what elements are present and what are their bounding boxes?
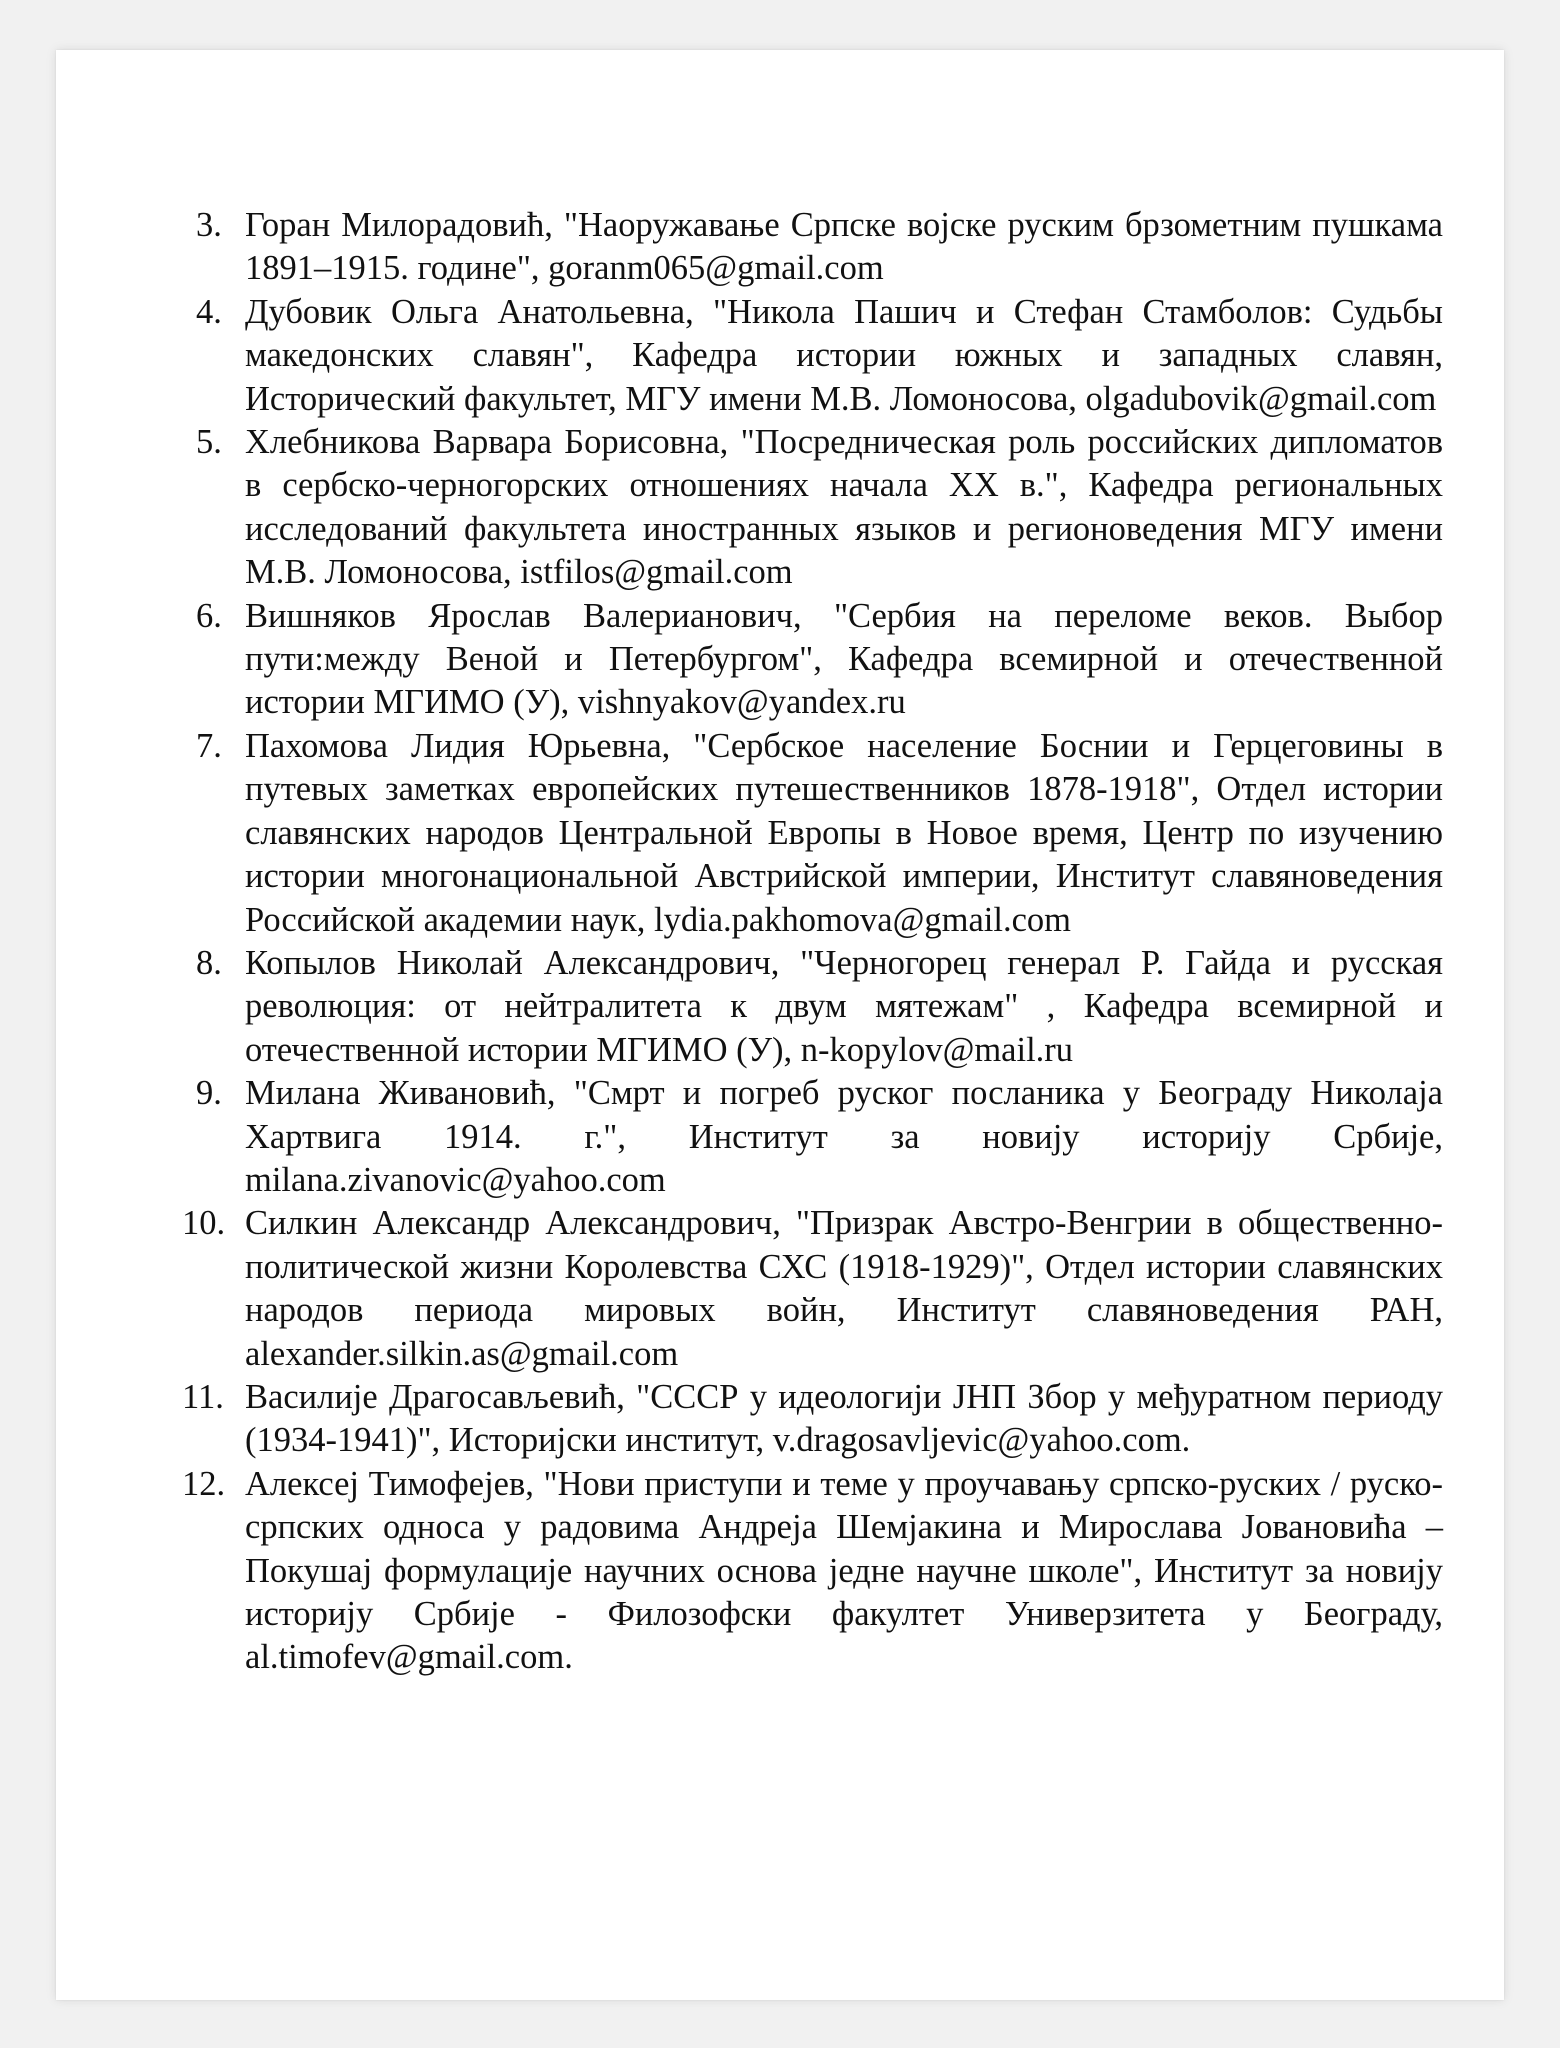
item-number: 12. bbox=[182, 1464, 226, 1503]
list-item bbox=[196, 1072, 1443, 1202]
item-number: 5. bbox=[196, 423, 222, 462]
list-item bbox=[196, 725, 1443, 942]
document-page bbox=[56, 50, 1504, 2000]
item-number: 7. bbox=[196, 726, 222, 765]
item-number: 3. bbox=[196, 206, 222, 244]
item-text: Хлебникова Варвара Борисовна, "Посредническая роль российских дипломатов в сербско-черногорских отношениях начала XX в.", Кафедра региональных исследований факультета иностранных языков и регионоведения МГУ имени М.В. Ломоносова, istfilos@gmail.com bbox=[245, 423, 1443, 592]
item-text: Вишняков Ярослав Валерианович, "Сербия на переломе веков. Выбор пути:между Веной и Петербургом", Кафедра всемирной и отечественной истории МГИМО (У), vishnyakov@yandex.ru bbox=[245, 596, 1443, 722]
list-item bbox=[196, 204, 1443, 291]
list-item bbox=[182, 1376, 1443, 1463]
participant-list bbox=[182, 204, 1443, 1680]
item-text: Копылов Николай Александрович, "Черногорец генерал Р. Гайда и русская революция: от нейтралитета к двум мятежам" , Кафедра всемирной и отечественной истории МГИМО (У), n-kopylov@mail.ru bbox=[245, 943, 1443, 1069]
list-item bbox=[182, 1463, 1443, 1680]
list-item bbox=[196, 291, 1443, 421]
item-number: 8. bbox=[196, 943, 222, 982]
list-item bbox=[196, 942, 1443, 1072]
item-number: 4. bbox=[196, 292, 222, 331]
item-number: 10. bbox=[182, 1204, 226, 1243]
item-text: Василије Драгосављевић, "СССР у идеологији ЈНП Збор у међуратном периоду (1934-1941)", Историјски институт, v.dragosavljevic@yahoo.com. bbox=[245, 1377, 1443, 1460]
list-item bbox=[182, 1202, 1443, 1376]
list-item bbox=[196, 421, 1443, 595]
item-text: Алексеј Тимофејев, "Нови приступи и теме у проучавању српско-руских / руско-српских односа у радовима Андреја Шемјакина и Мирослава Јовановића – Покушај формулације научних основа једне научне школе", Институт за новију историју Србије - Филозофски факултет Универзитета у Београду, al.timofev@gmail.com. bbox=[245, 1464, 1443, 1677]
item-number: 11. bbox=[182, 1377, 224, 1416]
item-text: Милана Живановић, "Смрт и погреб руског посланика у Београду Николаја Хартвига 1914. г.", Институт за новију историју Србије, milana.zivanovic@yahoo.com bbox=[245, 1074, 1443, 1199]
item-text: Дубовик Ольга Анатольевна, "Никола Пашич и Стефан Стамболов: Судьбы македонских славян", Кафедра истории южных и западных славян, Исторический факультет, МГУ имени М.В. Ломоносова, olgadubovik@gmail.com bbox=[245, 292, 1443, 418]
list-item bbox=[196, 595, 1443, 725]
item-text: Пахомова Лидия Юрьевна, "Сербское население Боснии и Герцеговины в путевых заметках европейских путешественников 1878-1918", Отдел истории славянских народов Центральной Европы в Новое время, Центр по изучению истории многонациональной Австрийской империи, Институт славяноведения Российской академии наук, lydia.pakhomova@gmail.com bbox=[245, 726, 1443, 939]
item-number: 6. bbox=[196, 596, 222, 635]
item-text: Силкин Александр Александрович, "Призрак Австро-Венгрии в общественно-политической жизни Королевства СХС (1918-1929)", Отдел истории славянских народов периода мировых войн, Институт славяноведения РАН, alexander.silkin.as@gmail.com bbox=[245, 1204, 1443, 1373]
item-number: 9. bbox=[196, 1074, 222, 1113]
item-text: Горан Милорадовић, "Наоружавање Српске војске руским брзометним пушкама 1891–1915. године", goranm065@gmail.com bbox=[245, 206, 1443, 288]
